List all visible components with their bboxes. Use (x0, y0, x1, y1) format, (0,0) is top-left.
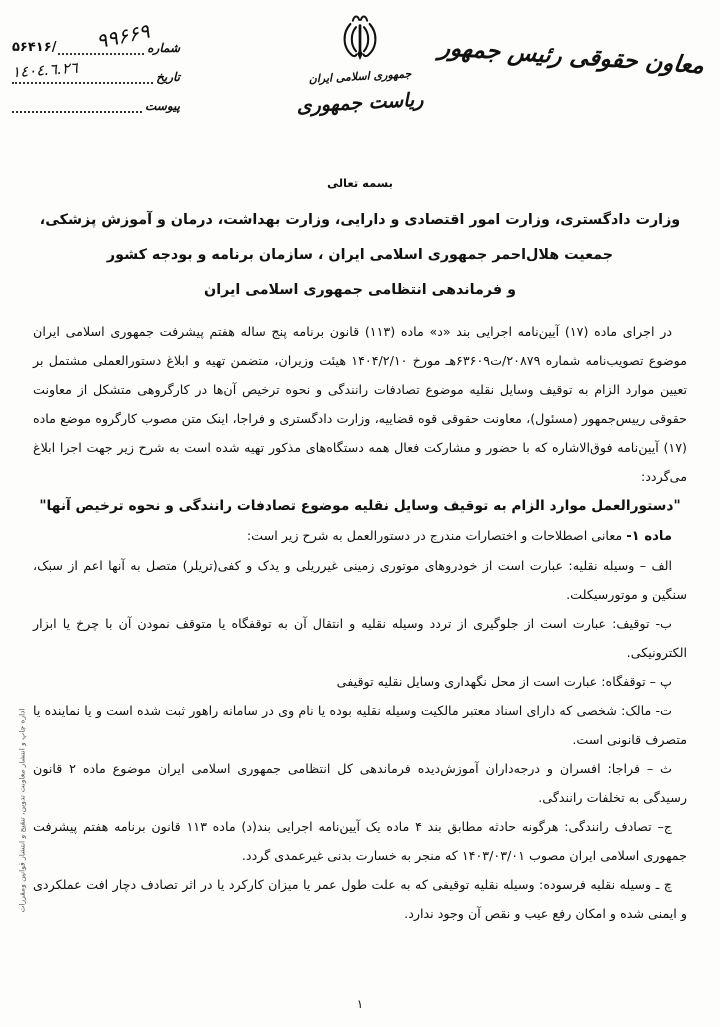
date-label: تاریخ (156, 70, 180, 84)
basmala: بسمه تعالی (327, 176, 393, 190)
clause-alef: الف – وسیله نقلیه: عبارت است از خودروهای موتوری زمینی غیرریلی و یدک و کفی(تریلر) متصل به آنها اعم از سبک، سنگین و موتورسیکلت. (33, 558, 687, 602)
printed-letter-number: /۵۶۴۱۶ (12, 40, 57, 55)
addressees-block (33, 203, 687, 308)
page-number: ۱ (356, 997, 364, 1011)
article-1 (33, 521, 687, 551)
clause-te: ت- مالک: شخصی که دارای اسناد معتبر مالکیت وسیله نقلیه بوده یا نام وی در سامانه راهور ثبت شده است و یا نماینده یا متصرف قانونی است. (33, 703, 687, 747)
dotted-leader (58, 44, 144, 55)
addressee-line: و فرماندهی انتظامی جمهوری اسلامی ایران (204, 282, 516, 298)
handwritten-letter-number: ۹۹۶۶۹ (94, 18, 152, 54)
number-row (12, 40, 180, 55)
handwritten-date: ١٤٠٤.٦.٢٦ (11, 58, 79, 82)
clause-be: ب- توقیف: عبارت است از جلوگیری از تردد وسیله نقلیه و انتقال آن به توقفگاه یا متوقف نمودن آن با چرخ یا ابزار الکترونیکی. (33, 616, 687, 660)
number-label: شماره (147, 41, 180, 55)
clause-pe: پ – توقفگاه: عبارت است از محل نگهداری وسایل نقلیه توقیفی (336, 674, 672, 689)
addressee-line: جمعیت هلال‌احمر جمهوری اسلامی ایران ، سازمان برنامه و بودجه کشور (106, 247, 614, 263)
iran-emblem-icon (335, 12, 385, 68)
attachment-label: پیوست (145, 99, 180, 113)
clause-che: چ ـ وسیله نقلیه فرسوده: وسیله نقلیه توقیفی که به علت طول عمر یا میزان کارکرد یا در اثر تصادف دچار افت عملکردی و ایمنی شده و امکان رفع عیب و نقص آن وجود ندارد. (33, 877, 687, 921)
article-1-text: معانی اصطلاحات و اختصارات مندرج در دستورالعمل به شرح زیر است: (246, 528, 627, 543)
date-row (11, 58, 180, 84)
print-office-margin-note: اداره چاپ و انتشار معاونت تدوین، تنقیح و انتشار قوانین ومقررات (17, 708, 27, 913)
dotted-leader (12, 102, 142, 113)
deputy-title-calligraphy: معاون حقوقی رئیس جمهور (437, 34, 706, 80)
attachment-row (12, 99, 180, 113)
clause-se: ث – فراجا: افسران و درجه‌داران آموزش‌دیده فرماندهی کل انتظامی جمهوری اسلامی ایران موضوع ماده ۲ قانون رسیدگی به تخلفات رانندگی. (33, 761, 687, 805)
reference-stamp (11, 18, 180, 128)
state-name: جمهوری اسلامی ایران (308, 67, 412, 86)
presidency-office-name: ریاست جمهوری (296, 88, 424, 118)
article-1-label: ماده ۱- (626, 529, 672, 544)
directive-title: "دستورالعمل موارد الزام به توقیف وسایل نقلیه موضوع تصادفات رانندگی و نحوه ترخیص آنها" (39, 498, 681, 514)
clause-jim: ج– تصادف رانندگی: هرگونه حادثه مطابق بند ۴ ماده یک آیین‌نامه اجرایی بند(د) ماده ۱۱۳ قانون برنامه هفتم پیشرفت جمهوری اسلامی ایران مصوب ۱۴۰۳/۰۳/۰۱ که منجر به خسارت بدنی غیرعمدی گردد. (33, 819, 687, 863)
letter-body (33, 176, 687, 928)
addressee-line: وزارت دادگستری، وزارت امور اقتصادی و دارایی، وزارت بهداشت، درمان و آموزش پزشکی، (39, 212, 681, 228)
intro-paragraph: در اجرای ماده (۱۷) آیین‌نامه اجرایی بند «د» ماده (۱۱۳) قانون برنامه پنج ساله هفتم پیشرفت جمهوری اسلامی ایران موضوع تصویب‌نامه شماره ۲۰۸۷۹/ت۶۳۶۰۹هـ مورخ ۱۴۰۴/۲/۱۰ هیئت وزیران، متضمن تهیه و ابلاغ دستورالعملی مشتمل بر تعیین موارد الزام به توقیف وسایل نقلیه موضوع تصادفات رانندگی و نحوه ترخیص آن‌ها در کارگروهی متشکل از معاونت حقوقی رییس‌جمهور (مسئول)، معاونت حقوقی قوه قضاییه، وزارت دادگستری و فراجا، اینک متن مصوب کارگروه موضع ماده (۱۷) آیین‌نامه فوق‌الاشاره که با حضور و مشارکت فعال همه دستگاه‌های مذکور تهیه شده است به شرح زیر جهت اجرا ابلاغ می‌گردد: (33, 324, 687, 484)
letterhead-center (270, 12, 450, 118)
